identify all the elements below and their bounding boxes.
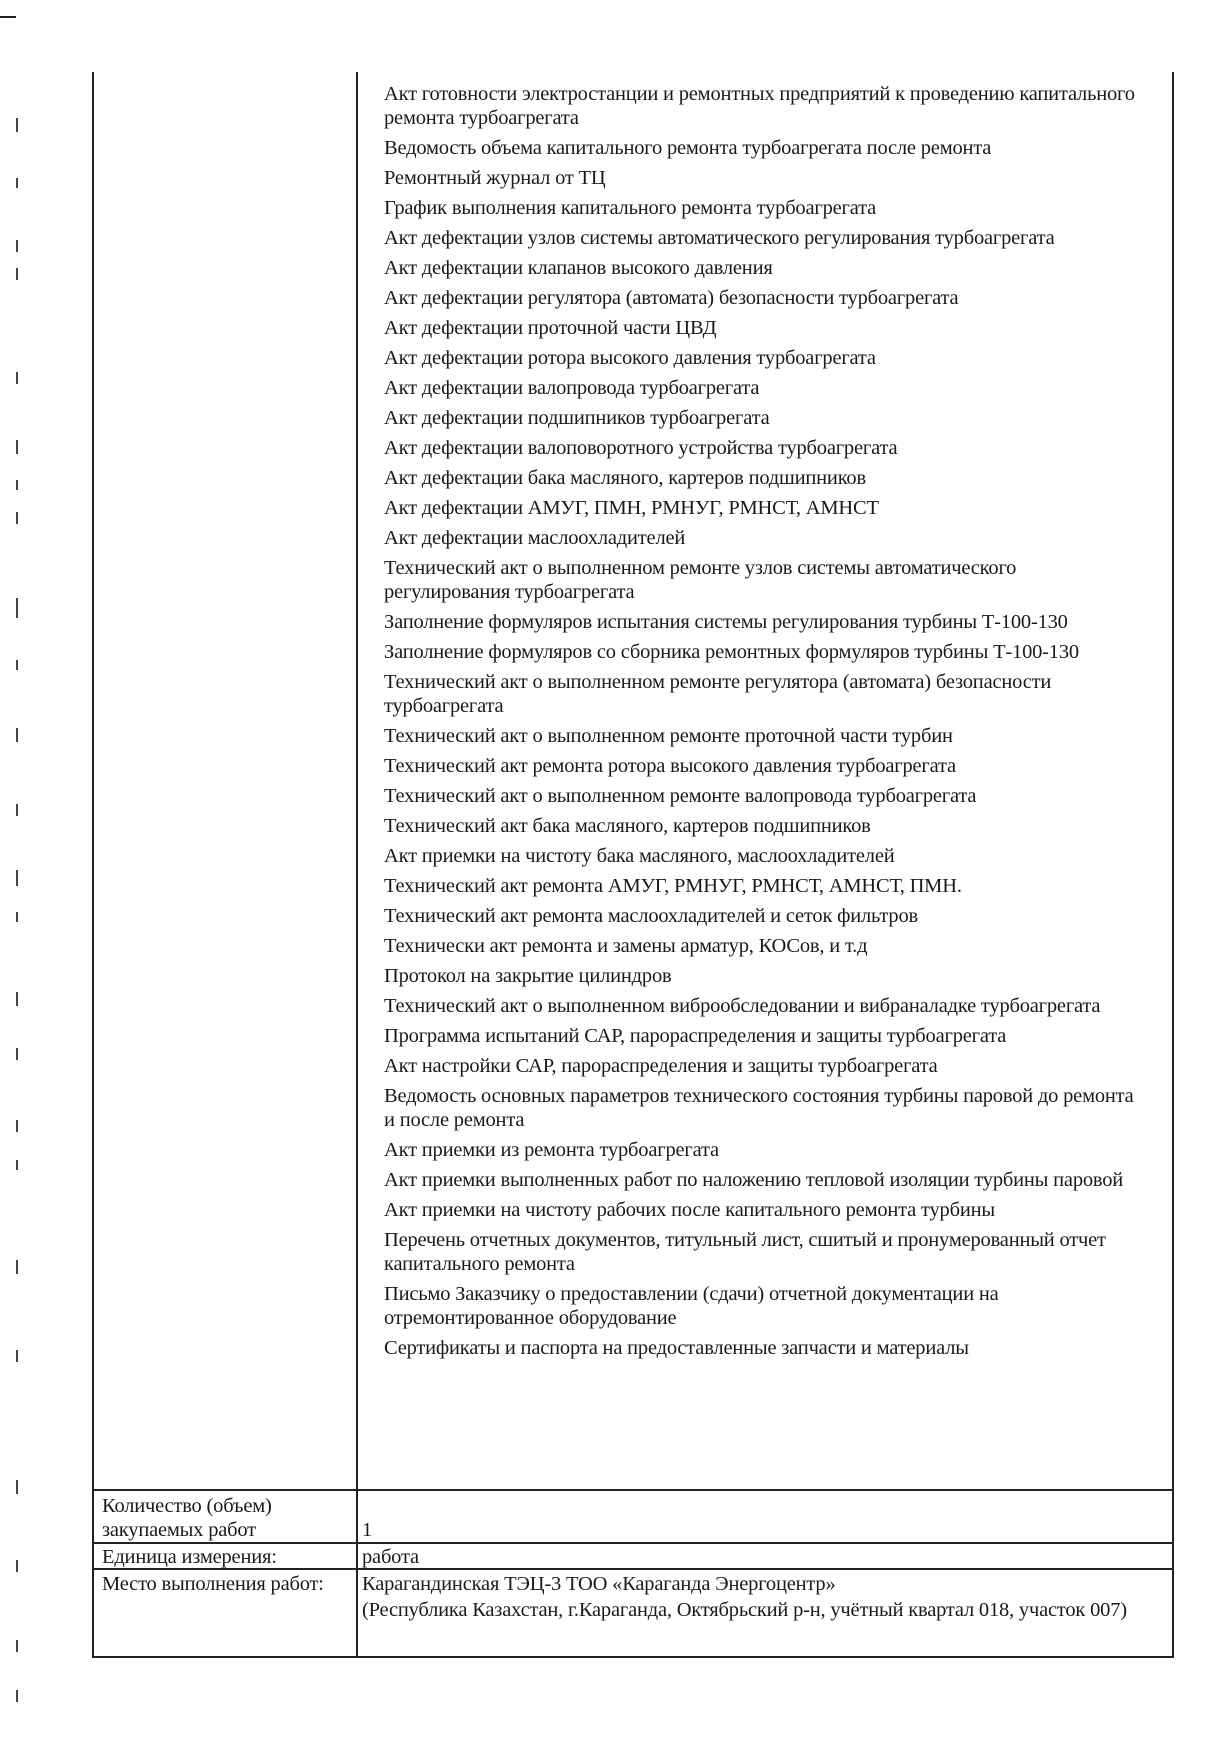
list-item: Технический акт о выполненном ремонте регулятора (автомата) безопасности турбоагрегата <box>384 671 1052 717</box>
list-item: Перечень отчетных документов, титульный лист, сшитый и пронумерованный отчет капитального ремонта <box>384 1229 1106 1275</box>
table-bottom-border <box>92 1656 1173 1658</box>
list-item: Акт дефектации бака масляного, картеров подшипников <box>384 467 866 489</box>
list-item: Технический акт о выполненном виброобследовании и вибраналадке турбоагрегата <box>384 995 1101 1017</box>
scan-dash <box>16 480 18 490</box>
list-item: Протокол на закрытие цилиндров <box>384 965 672 987</box>
quantity-value: 1 <box>362 1519 373 1541</box>
list-item: Программа испытаний САР, парораспределения и защиты турбоагрегата <box>384 1025 1007 1047</box>
scan-dash <box>16 372 18 384</box>
list-item: Акт дефектации регулятора (автомата) безопасности турбоагрегата <box>384 287 959 309</box>
list-item: Акт дефектации проточной части ЦВД <box>384 317 717 339</box>
scan-dash <box>16 870 18 886</box>
place-label: Место выполнения работ: <box>102 1573 324 1595</box>
unit-label: Единица измерения: <box>102 1546 277 1568</box>
list-item: Заполнение формуляров испытания системы регулирования турбины Т-100-130 <box>384 611 1068 633</box>
list-item: Акт настройки САР, парораспределения и защиты турбоагрегата <box>384 1055 938 1077</box>
scan-dash <box>16 118 18 132</box>
list-item: Акт дефектации клапанов высокого давления <box>384 257 773 279</box>
list-item: Акт дефектации ротора высокого давления турбоагрегата <box>384 347 876 369</box>
list-item: Заполнение формуляров со сборника ремонтных формуляров турбины Т-100-130 <box>384 641 1079 663</box>
scan-dash <box>16 268 18 280</box>
list-item: Письмо Заказчику о предоставлении (сдачи) отчетной документации на отремонтированное оборудование <box>384 1283 999 1329</box>
list-item: Ведомость основных параметров технического состояния турбины паровой до ремонта и после ремонта <box>384 1085 1134 1131</box>
quantity-label: Количество (объем) закупаемых работ <box>102 1495 272 1541</box>
list-item: Акт дефектации валоповоротного устройства турбоагрегата <box>384 437 898 459</box>
scan-dash <box>16 1560 18 1572</box>
scan-dash <box>16 178 18 188</box>
scan-dash <box>16 1480 18 1494</box>
list-item: Акт дефектации подшипников турбоагрегата <box>384 407 770 429</box>
scan-dash <box>16 1640 18 1652</box>
list-item: Ведомость объема капитального ремонта турбоагрегата после ремонта <box>384 137 992 159</box>
report-documents-list <box>384 82 1144 1366</box>
place-value-line2: (Республика Казахстан, г.Караганда, Октябрьский р-н, учётный квартал 018, участок 007) <box>362 1599 1127 1621</box>
unit-value: работа <box>362 1546 419 1568</box>
list-item: Акт готовности электростанции и ремонтных предприятий к проведению капитального ремонта турбоагрегата <box>384 83 1135 129</box>
table-left-border <box>92 72 94 1658</box>
list-item: Технический акт ремонта маслоохладителей и сеток фильтров <box>384 905 918 927</box>
scan-dash <box>16 1350 18 1362</box>
scan-dash <box>16 440 18 454</box>
list-item: Технически акт ремонта и замены арматур, КОСов, и т.д <box>384 935 868 957</box>
scan-dash <box>16 598 18 618</box>
table-row-divider <box>92 1489 1173 1491</box>
list-item: Технический акт о выполненном ремонте валопровода турбоагрегата <box>384 785 977 807</box>
list-item: Сертификаты и паспорта на предоставленные запчасти и материалы <box>384 1337 969 1359</box>
scan-mark <box>0 16 16 18</box>
scan-dash <box>16 992 18 1006</box>
scan-dash <box>16 1690 18 1702</box>
scan-dash <box>16 728 18 742</box>
table-right-border <box>1172 72 1174 1658</box>
list-item: Технический акт ремонта ротора высокого давления турбоагрегата <box>384 755 956 777</box>
list-item: Акт приемки выполненных работ по наложению тепловой изоляции турбины паровой <box>384 1169 1124 1191</box>
list-item: Технический акт бака масляного, картеров подшипников <box>384 815 871 837</box>
scan-dash <box>16 1048 18 1060</box>
scan-dash <box>16 1160 18 1170</box>
list-item: Акт приемки на чистоту бака масляного, маслоохладителей <box>384 845 895 867</box>
scan-dash <box>16 660 18 670</box>
list-item: Акт приемки на чистоту рабочих после капитального ремонта турбины <box>384 1199 995 1221</box>
scan-dash <box>16 1260 18 1274</box>
list-item: Акт дефектации валопровода турбоагрегата <box>384 377 760 399</box>
list-item: Акт дефектации узлов системы автоматического регулирования турбоагрегата <box>384 227 1055 249</box>
scan-dash <box>16 912 18 922</box>
scan-dash <box>16 240 18 252</box>
list-item: Акт дефектации АМУГ, ПМН, РМНУГ, РМНСТ, АМНСТ <box>384 497 879 519</box>
scan-dash <box>16 1120 18 1132</box>
list-item: Акт приемки из ремонта турбоагрегата <box>384 1139 719 1161</box>
place-value-line1: Карагандинская ТЭЦ-3 ТОО «Караганда Энергоцентр» <box>362 1573 836 1595</box>
list-item: Технический акт ремонта АМУГ, РМНУГ, РМНСТ, АМНСТ, ПМН. <box>384 875 962 897</box>
list-item: Технический акт о выполненном ремонте проточной части турбин <box>384 725 953 747</box>
scan-dash <box>16 512 18 524</box>
list-item: Технический акт о выполненном ремонте узлов системы автоматического регулирования турбоагрегата <box>384 557 1017 603</box>
list-item: Акт дефектации маслоохладителей <box>384 527 686 549</box>
list-item: Ремонтный журнал от ТЦ <box>384 167 606 189</box>
table-column-divider <box>356 72 358 1658</box>
table-row-divider <box>92 1542 1173 1544</box>
scan-dash <box>16 804 18 816</box>
list-item: График выполнения капитального ремонта турбоагрегата <box>384 197 877 219</box>
